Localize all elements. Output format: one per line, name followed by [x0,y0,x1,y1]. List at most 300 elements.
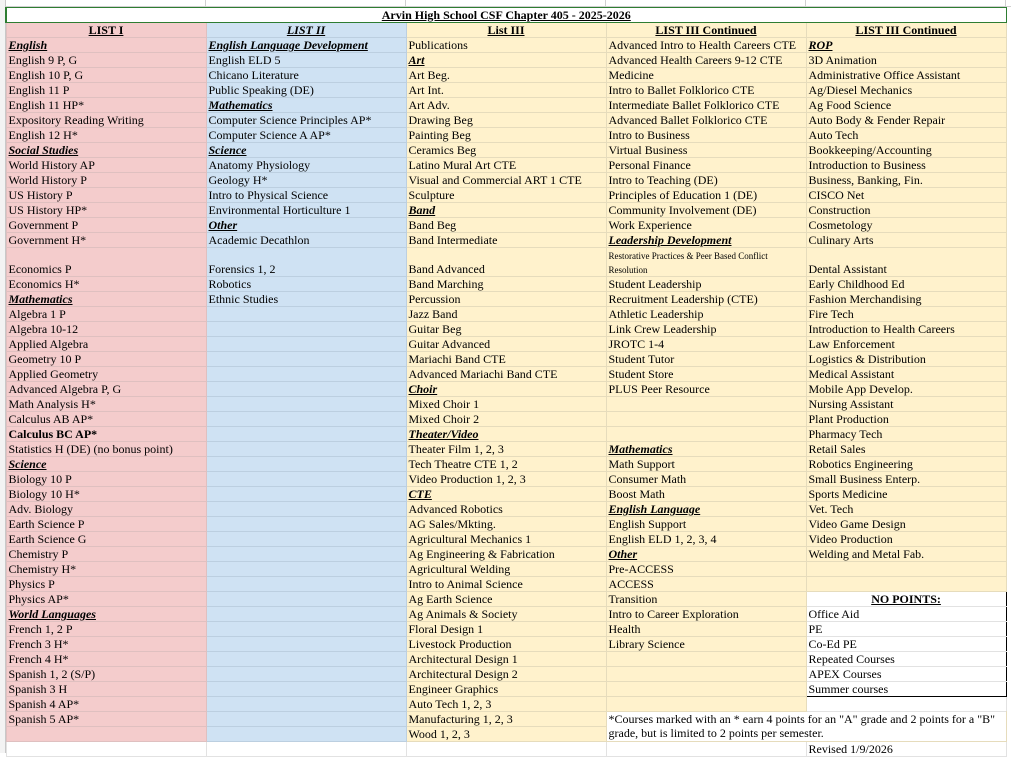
sheet-cell[interactable] [406,113,606,128]
sheet-cell[interactable] [206,592,406,607]
sheet-cell[interactable] [606,652,806,667]
sheet-cell[interactable] [6,128,206,143]
sheet-cell[interactable] [6,622,206,637]
sheet-cell[interactable] [406,128,606,143]
sheet-cell[interactable] [806,367,1006,382]
sheet-cell[interactable] [406,427,606,442]
revised-date[interactable]: Revised 1/9/2026 [806,742,1006,757]
course-name: Intermediate Ballet Folklorico CTE [608,98,780,112]
sheet-cell[interactable] [6,697,206,712]
course-name: Geometry 10 P [8,352,82,366]
sheet-cell[interactable] [606,307,806,322]
sheet-cell[interactable] [6,742,206,757]
sheet-cell[interactable] [806,562,1006,577]
sheet-cell[interactable] [406,188,606,203]
sheet-cell[interactable] [806,173,1006,188]
sheet-cell[interactable] [6,367,206,382]
sheet-cell[interactable] [406,143,606,158]
course-name: Restorative Practices & Peer Based Conflict Resolution [608,251,768,275]
table-row [6,352,1006,367]
course-name: Boost Math [608,487,665,501]
sheet-cell[interactable] [806,38,1006,53]
sheet-cell[interactable] [206,83,406,98]
no-points-item[interactable]: Summer courses [806,682,1006,697]
course-name: Public Speaking (DE) [208,83,314,97]
sheet-cell[interactable] [606,277,806,292]
sheet-cell[interactable] [606,38,806,53]
sheet-cell[interactable] [606,487,806,502]
table-row [6,98,1006,113]
sheet-cell[interactable] [806,412,1006,427]
table-row [6,742,1006,757]
sheet-cell[interactable] [206,637,406,652]
no-points-item[interactable]: Co-Ed PE [806,637,1006,652]
sheet-cell[interactable] [606,367,806,382]
sheet-cell[interactable] [606,352,806,367]
sheet-cell[interactable] [606,128,806,143]
sheet-cell[interactable] [806,233,1006,248]
sheet-cell[interactable] [6,487,206,502]
sheet-cell[interactable] [406,712,606,727]
sheet-cell[interactable] [6,412,206,427]
sheet-cell[interactable] [406,517,606,532]
sheet-cell[interactable] [406,322,606,337]
table-row [6,203,1006,218]
sheet-cell[interactable] [806,322,1006,337]
sheet-cell[interactable] [806,307,1006,322]
sheet-cell[interactable] [206,727,406,742]
sheet-cell[interactable] [406,607,606,622]
course-name: Applied Geometry [8,367,99,381]
sheet-cell[interactable] [806,502,1006,517]
course-name: Chemistry H* [8,562,77,576]
sheet-cell[interactable] [806,397,1006,412]
sheet-cell[interactable] [406,203,606,218]
sheet-cell[interactable] [6,607,206,622]
sheet-cell[interactable] [206,248,406,277]
sheet-cell[interactable] [206,712,406,727]
sheet-cell[interactable] [806,188,1006,203]
sheet-cell[interactable] [606,382,806,397]
sheet-cell[interactable] [206,472,406,487]
sheet-cell[interactable] [206,113,406,128]
sheet-cell[interactable] [6,83,206,98]
sheet-cell[interactable] [206,607,406,622]
sheet-cell[interactable] [206,277,406,292]
sheet-cell[interactable] [206,337,406,352]
sheet-cell[interactable] [406,742,606,757]
table-row [6,487,1006,502]
sheet-cell[interactable] [606,442,806,457]
course-name: Virtual Business [608,143,688,157]
sheet-cell[interactable] [806,547,1006,562]
course-name: Auto Body & Fender Repair [808,113,946,127]
sheet-cell[interactable] [606,622,806,637]
sheet-cell[interactable] [6,322,206,337]
table-row [6,427,1006,442]
sheet-cell[interactable] [206,742,406,757]
sheet-cell[interactable] [606,188,806,203]
sheet-cell[interactable] [6,637,206,652]
sheet-cell[interactable] [806,382,1006,397]
sheet-cell[interactable] [806,472,1006,487]
table-row [6,637,1006,652]
sheet-cell[interactable] [806,427,1006,442]
header-list-3-continued-2[interactable]: LIST III Continued [806,23,1006,38]
sheet-cell[interactable] [206,397,406,412]
sheet-cell[interactable] [606,113,806,128]
sheet-cell[interactable] [606,98,806,113]
sheet-cell[interactable] [406,98,606,113]
no-points-item[interactable]: APEX Courses [806,667,1006,682]
sheet-cell[interactable] [6,442,206,457]
sheet-cell[interactable] [806,158,1006,173]
table-row [6,457,1006,472]
table-row [6,158,1006,173]
sheet-cell[interactable] [406,352,606,367]
sheet-cell[interactable] [606,158,806,173]
sheet-cell[interactable] [6,38,206,53]
header-list-2[interactable]: LIST II [206,23,406,38]
sheet-cell[interactable] [406,397,606,412]
sheet-cell[interactable] [406,472,606,487]
sheet-cell[interactable] [206,487,406,502]
sheet-cell[interactable] [606,53,806,68]
sheet-cell[interactable] [606,233,806,248]
sheet-cell[interactable] [806,98,1006,113]
section-heading: English [8,38,48,52]
sheet-cell[interactable] [6,712,206,727]
sheet-cell[interactable] [206,53,406,68]
course-name: Advanced Robotics [408,502,503,516]
sheet-cell[interactable] [6,188,206,203]
sheet-cell[interactable] [206,652,406,667]
sheet-cell[interactable] [6,233,206,248]
sheet-cell[interactable] [806,248,1006,277]
course-name: Plant Production [808,412,889,426]
sheet-cell[interactable] [606,203,806,218]
sheet-cell[interactable] [406,622,606,637]
sheet-cell[interactable] [406,652,606,667]
sheet-cell[interactable] [206,517,406,532]
course-name: Theater Film 1, 2, 3 [408,442,504,456]
course-name: Mixed Choir 1 [408,397,480,411]
sheet-cell[interactable] [606,547,806,562]
sheet-cell[interactable] [406,637,606,652]
csf-course-sheet [5,7,1007,757]
course-name: Advanced Algebra P, G [8,382,122,396]
sheet-cell[interactable] [206,412,406,427]
sheet-cell[interactable] [206,682,406,697]
sheet-cell[interactable] [606,337,806,352]
sheet-cell[interactable] [206,502,406,517]
sheet-cell[interactable] [6,727,206,742]
section-heading: Other [608,547,638,561]
sheet-cell[interactable] [206,98,406,113]
sheet-cell[interactable] [206,547,406,562]
sheet-cell[interactable] [806,697,1006,712]
sheet-cell[interactable] [806,113,1006,128]
header-list-3-continued[interactable]: LIST III Continued [606,23,806,38]
sheet-cell[interactable] [6,682,206,697]
no-points-item[interactable]: Repeated Courses [806,652,1006,667]
sheet-cell[interactable] [406,53,606,68]
sheet-cell[interactable] [6,427,206,442]
sheet-cell[interactable] [6,577,206,592]
sheet-cell[interactable] [406,412,606,427]
sheet-cell[interactable] [406,487,606,502]
course-name: CISCO Net [808,188,865,202]
course-name: Latino Mural Art CTE [408,158,517,172]
sheet-cell[interactable] [406,248,606,277]
sheet-cell[interactable] [606,607,806,622]
sheet-cell[interactable] [206,697,406,712]
sheet-cell[interactable] [206,203,406,218]
sheet-cell[interactable] [406,547,606,562]
sheet-cell[interactable] [606,637,806,652]
sheet-cell[interactable] [206,322,406,337]
no-points-item[interactable]: PE [806,622,1006,637]
sheet-cell[interactable] [806,143,1006,158]
sheet-cell[interactable] [606,577,806,592]
course-name: Cosmetology [808,218,873,232]
course-name: Mobile App Develop. [808,382,913,396]
sheet-cell[interactable] [206,532,406,547]
sheet-cell[interactable] [206,667,406,682]
sheet-cell[interactable] [6,562,206,577]
sheet-cell[interactable] [606,248,806,277]
section-heading: Art [408,53,425,67]
sheet-cell[interactable] [606,292,806,307]
table-row [6,472,1006,487]
sheet-cell[interactable] [606,667,806,682]
sheet-cell[interactable] [806,487,1006,502]
course-name: JROTC 1-4 [608,337,665,351]
sheet-cell[interactable] [206,622,406,637]
course-name: Percussion [408,292,461,306]
sheet-cell[interactable] [6,203,206,218]
sheet-cell[interactable] [6,158,206,173]
section-heading: Choir [408,382,438,396]
sheet-cell[interactable] [606,143,806,158]
sheet-cell[interactable] [6,337,206,352]
sheet-cell[interactable] [406,158,606,173]
course-name: Geology H* [208,173,268,187]
sheet-cell[interactable] [806,352,1006,367]
sheet-cell[interactable] [606,427,806,442]
sheet-cell[interactable] [606,562,806,577]
table-row [6,577,1006,592]
sheet-cell[interactable] [206,188,406,203]
sheet-cell[interactable] [606,697,806,712]
sheet-cell[interactable] [6,652,206,667]
table-row [6,667,1006,682]
no-points-title[interactable]: NO POINTS: [806,592,1006,607]
sheet-cell[interactable] [806,577,1006,592]
sheet-cell[interactable] [806,337,1006,352]
sheet-cell[interactable] [606,173,806,188]
sheet-cell[interactable] [206,442,406,457]
sheet-cell[interactable] [606,532,806,547]
sheet-cell[interactable] [806,292,1006,307]
sheet-cell[interactable] [406,277,606,292]
sheet-cell[interactable] [406,307,606,322]
sheet-cell[interactable] [606,322,806,337]
sheet-cell[interactable] [806,218,1006,233]
sheet-cell[interactable] [406,532,606,547]
sheet-cell[interactable] [6,277,206,292]
sheet-cell[interactable] [406,83,606,98]
sheet-cell[interactable] [6,113,206,128]
sheet-cell[interactable] [806,517,1006,532]
table-row [6,337,1006,352]
sheet-cell[interactable] [206,427,406,442]
sheet-cell[interactable] [6,307,206,322]
sheet-cell[interactable] [406,233,606,248]
sheet-cell[interactable] [806,442,1006,457]
sheet-cell[interactable] [406,502,606,517]
sheet-cell[interactable] [406,382,606,397]
header-list-3[interactable]: List III [406,23,606,38]
sheet-cell[interactable] [206,562,406,577]
sheet-cell[interactable] [206,367,406,382]
sheet-title[interactable]: Arvin High School CSF Chapter 405 - 2025-2026 [6,8,1006,23]
sheet-cell[interactable] [206,128,406,143]
sheet-cell[interactable] [206,173,406,188]
sheet-cell[interactable] [606,502,806,517]
table-row [6,622,1006,637]
sheet-cell[interactable] [806,532,1006,547]
sheet-cell[interactable] [206,457,406,472]
sheet-cell[interactable] [606,517,806,532]
course-name: Robotics Engineering [808,457,913,471]
sheet-cell[interactable] [206,233,406,248]
sheet-cell[interactable] [6,547,206,562]
sheet-cell[interactable] [806,128,1006,143]
course-name: Intro to Animal Science [408,577,523,591]
sheet-cell[interactable] [206,292,406,307]
sheet-cell[interactable] [806,53,1006,68]
sheet-cell[interactable] [6,68,206,83]
sheet-cell[interactable] [206,352,406,367]
no-points-item[interactable]: Office Aid [806,607,1006,622]
sheet-cell[interactable] [606,742,806,757]
sheet-cell[interactable] [606,472,806,487]
sheet-cell[interactable] [206,143,406,158]
course-name: Intro to Teaching (DE) [608,173,718,187]
sheet-cell[interactable] [6,98,206,113]
sheet-cell[interactable] [406,68,606,83]
sheet-cell[interactable] [406,292,606,307]
sheet-cell[interactable] [406,697,606,712]
course-name: Sculpture [408,188,455,202]
course-name: 3D Animation [808,53,877,67]
header-list-1[interactable]: LIST I [6,23,206,38]
course-name: Introduction to Health Careers [808,322,955,336]
sheet-cell[interactable] [606,83,806,98]
sheet-cell[interactable] [406,337,606,352]
sheet-cell[interactable] [206,218,406,233]
sheet-cell[interactable] [6,143,206,158]
footnote[interactable]: *Courses marked with an * earn 4 points for an "A" grade and 2 points for a "B" grade, but is limited to 2 points per semester. [606,712,1006,742]
sheet-cell[interactable] [6,667,206,682]
sheet-cell[interactable] [406,577,606,592]
sheet-cell[interactable] [606,592,806,607]
sheet-cell[interactable] [606,218,806,233]
course-name: Medicine [608,68,654,82]
sheet-cell[interactable] [6,472,206,487]
sheet-cell[interactable] [6,397,206,412]
sheet-cell[interactable] [6,292,206,307]
section-heading: World Languages [8,607,96,621]
sheet-cell[interactable] [206,382,406,397]
sheet-cell[interactable] [6,382,206,397]
sheet-cell[interactable] [206,38,406,53]
sheet-cell[interactable] [6,457,206,472]
sheet-cell[interactable] [406,367,606,382]
sheet-cell[interactable] [606,68,806,83]
sheet-cell[interactable] [406,667,606,682]
sheet-cell[interactable] [406,592,606,607]
sheet-cell[interactable] [406,727,606,742]
course-name: Academic Decathlon [208,233,310,247]
course-name: Culinary Arts [808,233,874,247]
sheet-cell[interactable] [406,562,606,577]
sheet-cell[interactable] [6,502,206,517]
sheet-cell[interactable] [6,517,206,532]
course-name: Ethnic Studies [208,292,279,306]
section-heading: ROP [808,38,833,52]
course-name: Dental Assistant [808,262,887,276]
sheet-cell[interactable] [606,412,806,427]
sheet-cell[interactable] [806,68,1006,83]
section-heading: Theater/Video [408,427,479,441]
sheet-cell[interactable] [206,577,406,592]
sheet-cell[interactable] [6,592,206,607]
sheet-cell[interactable] [406,442,606,457]
course-name: Floral Design 1 [408,622,484,636]
sheet-cell[interactable] [6,53,206,68]
course-name: Pharmacy Tech [808,427,883,441]
sheet-cell[interactable] [806,457,1006,472]
sheet-cell[interactable] [406,457,606,472]
sheet-cell[interactable] [6,532,206,547]
sheet-cell[interactable] [6,173,206,188]
table-row [6,173,1006,188]
course-name: Jazz Band [408,307,458,321]
sheet-cell[interactable] [406,682,606,697]
course-name: Band Beg [408,218,457,232]
sheet-cell[interactable] [6,218,206,233]
sheet-cell[interactable] [606,397,806,412]
sheet-cell[interactable] [6,352,206,367]
sheet-cell[interactable] [806,83,1006,98]
sheet-cell[interactable] [406,173,606,188]
sheet-cell[interactable] [806,277,1006,292]
sheet-cell[interactable] [806,203,1006,218]
sheet-cell[interactable] [606,682,806,697]
sheet-cell[interactable] [606,457,806,472]
sheet-cell[interactable] [206,68,406,83]
sheet-cell[interactable] [406,38,606,53]
sheet-cell[interactable] [6,248,206,277]
sheet-cell[interactable] [206,307,406,322]
course-name: Adv. Biology [8,502,74,516]
sheet-cell[interactable] [206,158,406,173]
sheet-cell[interactable] [406,218,606,233]
course-name: Pre-ACCESS [608,562,674,576]
table-row [6,382,1006,397]
